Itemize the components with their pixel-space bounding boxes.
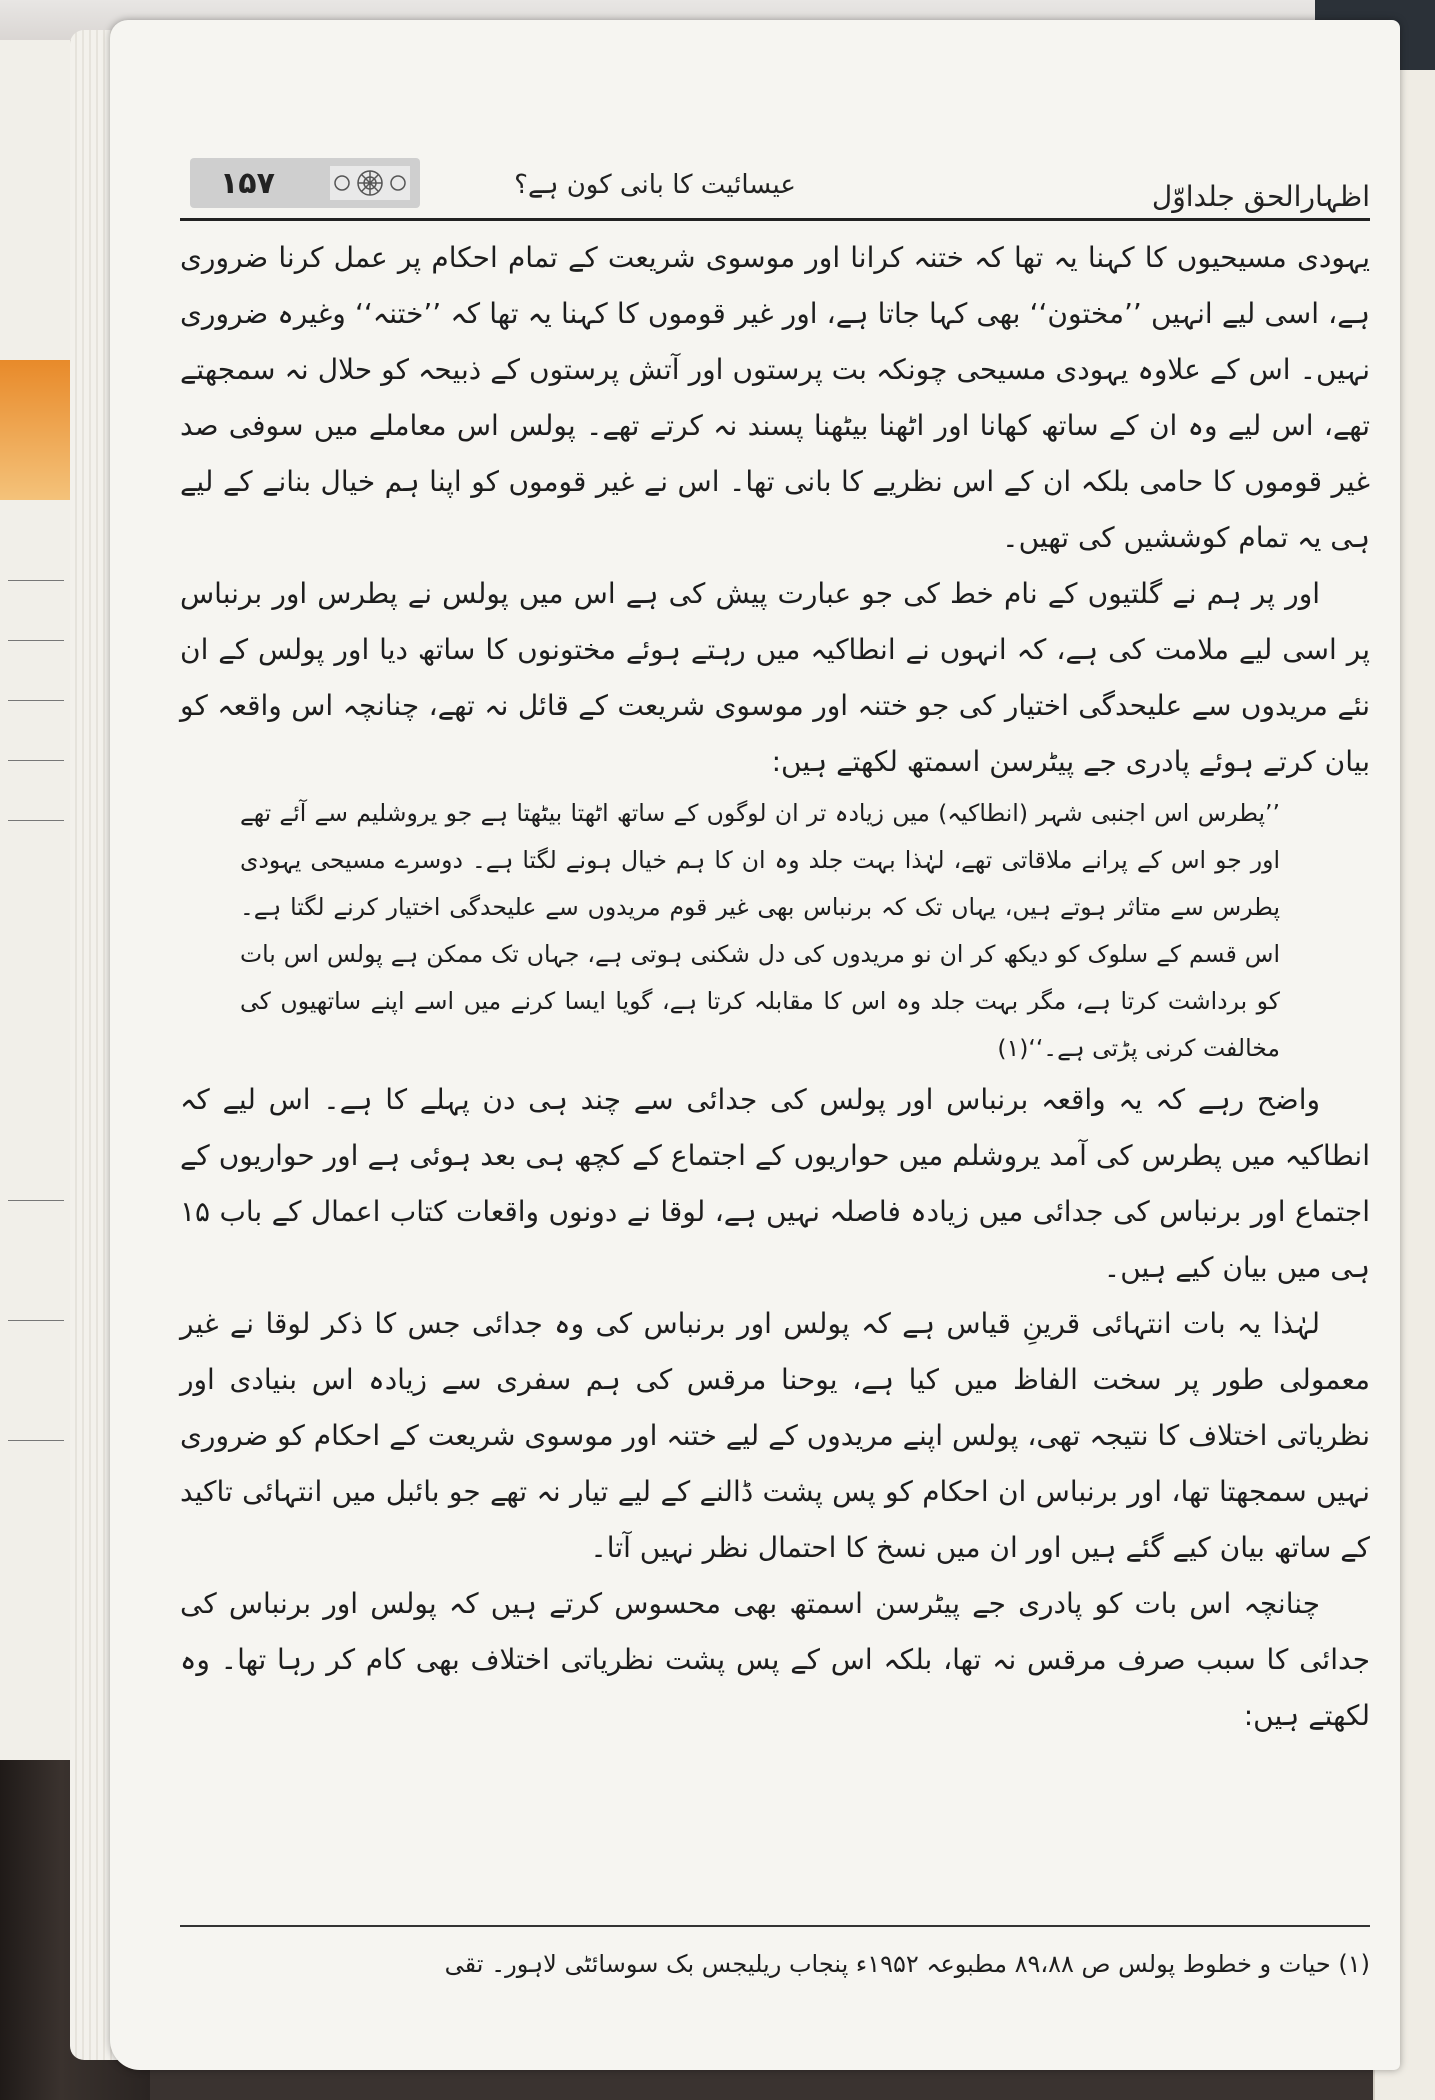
book-page (110, 20, 1400, 2070)
footnote-rule (180, 1925, 1370, 1927)
divider (8, 700, 64, 701)
paragraph: لہٰذا یہ بات انتہائی قرینِ قیاس ہے کہ پولس اور برنباس کی وہ جدائی جس کا ذکر لوقا نے غیر معمولی طور پر سخت الفاظ میں کیا ہے، یوحنا مرقس کی ہم سفری سے زیادہ اس بنیادی اور نظریاتی اختلاف کا نتیجہ تھی، پولس اپنے مریدوں کے لیے ختنہ اور موسوی شریعت کے احکام کو ضروری نہیں سمجھتا تھا، اور برنباس ان احکام کو پس پشت ڈالنے کے لیے تیار نہ تھے جو بائبل میں انتہائی تاکید کے ساتھ بیان کیے گئے ہیں اور ان میں نسخ کا احتمال نظر نہیں آتا۔ (180, 1307, 1370, 1564)
ornament-icon (330, 166, 410, 200)
page-number-box (190, 158, 420, 208)
header-rule (180, 218, 1370, 221)
divider (8, 640, 64, 641)
divider (8, 820, 64, 821)
paragraph: واضح رہے کہ یہ واقعہ برنباس اور پولس کی جدائی سے چند ہی دن پہلے کا ہے۔ اس لیے کہ انطاکیہ میں پطرس کی آمد یروشلم میں حواریوں کے اجتماع کے کچھ ہی بعد ہوئی ہے اور حواریوں کے اجتماع اور برنباس کی جدائی میں زیادہ فاصلہ نہیں ہے، لوقا نے دونوں واقعات کتاب اعمال کے باب ۱۵ ہی میں بیان کیے ہیں۔ (180, 1083, 1370, 1284)
running-title: عیسائیت کا بانی کون ہے؟ (514, 170, 796, 200)
footnote: (۱) حیات و خطوط پولس ص ۸۹،۸۸ مطبوعہ ۱۹۵۲ء پنجاب ریلیجس بک سوسائٹی لاہور۔ تقی (444, 1950, 1370, 1978)
side-book-left (0, 40, 72, 1760)
block-quote: ’’پطرس اس اجنبی شہر (انطاکیہ) میں زیادہ تر ان لوگوں کے ساتھ اٹھتا بیٹھتا ہے جو یروشلیم سے آئے تھے اور جو اس کے پرانے ملاقاتی تھے، لہٰذا بہت جلد وہ ان کا ہم خیال ہونے لگتا ہے۔ دوسرے مسیحی یہودی پطرس سے متاثر ہوتے ہیں، یہاں تک کہ برنباس بھی غیر قوم مریدوں سے علیحدگی اختیار کرنے لگتا ہے۔ اس قسم کے سلوک کو دیکھ کر ان نو مریدوں کی دل شکنی ہوتی ہے، جہاں تک ممکن ہے پولس اس بات کو برداشت کرتا ہے، مگر بہت جلد وہ اس کا مقابلہ کرتا ہے، گویا ایسا کرنے میں اسے اپنے ساتھیوں کی مخالفت کرنی پڑتی ہے۔‘‘(۱) (240, 799, 1280, 1062)
divider (8, 580, 64, 581)
paragraph: اور پر ہم نے گلتیوں کے نام خط کی جو عبارت پیش کی ہے اس میں پولس نے پطرس اور برنباس پر اسی لیے ملامت کی ہے، کہ انہوں نے انطاکیہ میں رہتے ہوئے مختونوں کا ساتھ دیا اور پولس کے ان نئے مریدوں سے علیحدگی اختیار کی جو ختنہ اور موسوی شریعت کے قائل نہ تھے، چنانچہ اس واقعہ کو بیان کرتے ہوئے پادری جے پیٹرسن اسمتھ لکھتے ہیں: (180, 577, 1370, 778)
body-text (180, 230, 1370, 1744)
book-spine-color-band (0, 360, 70, 500)
page-header (180, 150, 1370, 225)
divider (8, 1440, 64, 1441)
divider (8, 1200, 64, 1201)
divider (8, 1320, 64, 1321)
paragraph: یہودی مسیحیوں کا کہنا یہ تھا کہ ختنہ کرانا اور موسوی شریعت کے تمام احکام پر عمل کرنا ضروری ہے، اسی لیے انہیں ’’مختون‘‘ بھی کہا جاتا ہے، اور غیر قوموں کا کہنا یہ تھا کہ ’’ختنہ‘‘ وغیرہ ضروری نہیں۔ اس کے علاوہ یہودی مسیحی چونکہ بت پرستوں اور آتش پرستوں کے ذبیحہ کو حلال نہ سمجھتے تھے، اس لیے وہ ان کے ساتھ کھانا اور اٹھنا بیٹھنا پسند نہ کرتے تھے۔ پولس اس معاملے میں سوفی صد غیر قوموں کا حامی بلکہ ان کے اس نظریے کا بانی تھا۔ اس نے غیر قوموں کو اپنا ہم خیال بنانے کے لیے ہی یہ تمام کوششیں کی تھیں۔ (180, 241, 1370, 554)
page-content (180, 20, 1370, 2070)
page-number: ۱۵۷ (220, 166, 275, 201)
divider (8, 760, 64, 761)
paragraph: چنانچہ اس بات کو پادری جے پیٹرسن اسمتھ بھی محسوس کرتے ہیں کہ پولس اور برنباس کی جدائی کا سبب صرف مرقس نہ تھا، بلکہ اس کے پس پشت نظریاتی اختلاف بھی کام کر رہا تھا۔ وہ لکھتے ہیں: (180, 1587, 1370, 1732)
book-title: اظہارالحق جلداوّل (1151, 180, 1370, 213)
